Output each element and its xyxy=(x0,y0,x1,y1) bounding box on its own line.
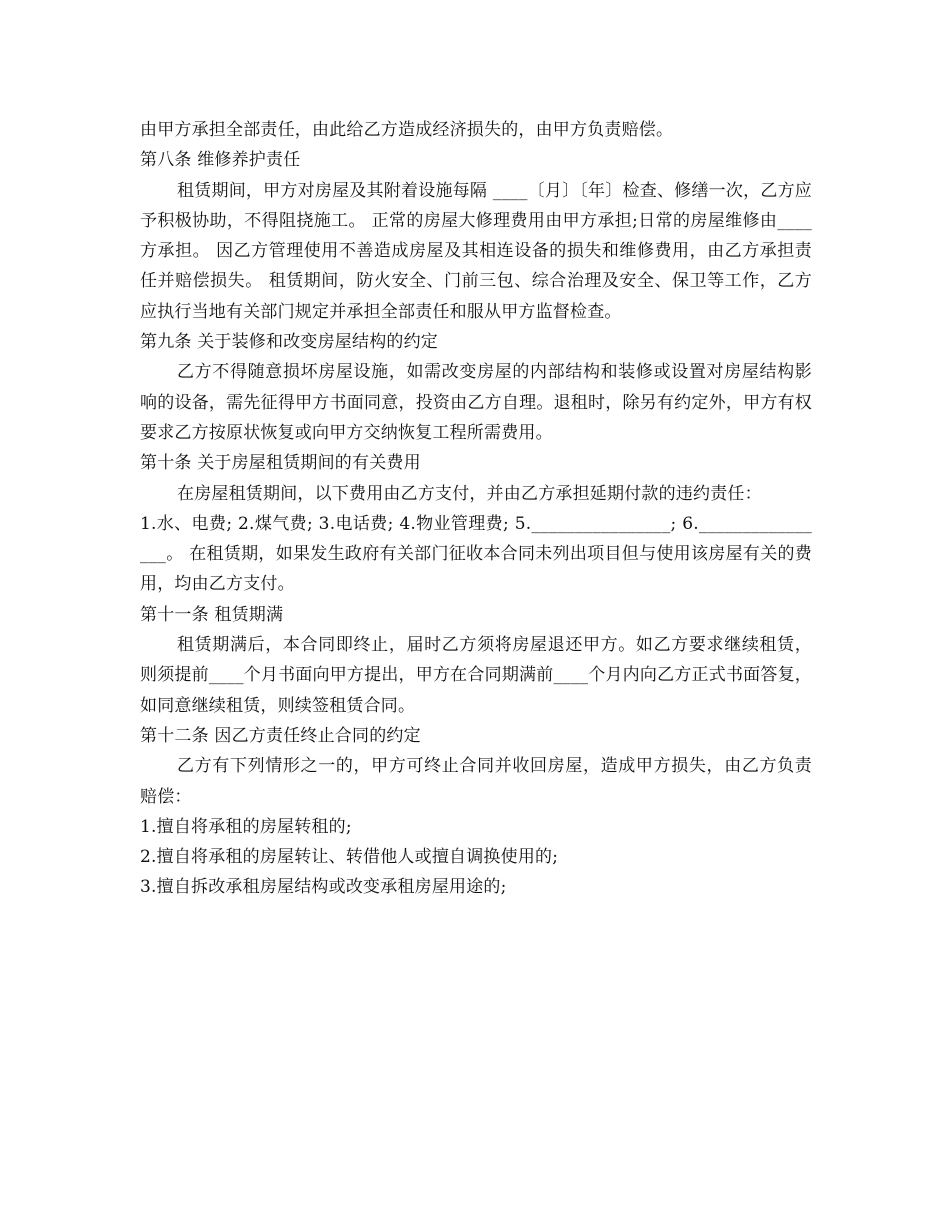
article-9-heading: 第九条 关于装修和改变房屋结构的约定 xyxy=(140,332,439,353)
article-12-item-3: 3.擅自拆改承租房屋结构或改变承租房屋用途的; xyxy=(140,877,507,898)
article-9-body: 乙方不得随意损坏房屋设施，如需改变房屋的内部结构和装修或设置对房屋结构影响的设备，需先征得甲方书面同意，投资由乙方自理。退租时，除另有约定外，甲方有权要求乙方按原状恢复或向甲方交纳恢复工程所需费用。 xyxy=(140,362,812,443)
article-10-heading: 第十条 关于房屋租赁期间的有关费用 xyxy=(140,453,421,474)
article-8-body: 租赁期间，甲方对房屋及其附着设施每隔 ____〔月〕〔年〕检查、修缮一次，乙方应予积极协助，不得阻挠施工。 正常的房屋大修理费用由甲方承担;日常的房屋维修由____方承担。 因乙方管理使用不善造成房屋及其相连设备的损失和维修费用，由乙方承担责任并赔偿损失。 租赁期间，防火安全、门前三包、综合治理及安全、保卫等工作，乙方应执行当地有关部门规定并承担全部责任和服从甲方监督检查。 xyxy=(140,180,812,322)
article-12-intro: 乙方有下列情形之一的，甲方可终止合同并收回房屋，造成甲方损失，由乙方负责赔偿： xyxy=(140,756,812,807)
article-11-body: 租赁期满后，本合同即终止，届时乙方须将房屋退还甲方。如乙方要求继续租赁，则须提前____个月书面向甲方提出，甲方在合同期满前____个月内向乙方正式书面答复，如同意继续租赁，则续签租赁合同。 xyxy=(140,635,812,716)
article-10-fee-list: 1.水、电费; 2.煤气费; 3.电话费; 4.物业管理费; 5.________________; 6.________________。 在租赁期，如果发生政府有关部门征收本合同未列出项目但与使用该房屋有关的费用，均由乙方支付。 xyxy=(140,513,812,595)
article-8-heading: 第八条 维修养护责任 xyxy=(140,150,301,171)
article-12-heading: 第十二条 因乙方责任终止合同的约定 xyxy=(140,725,421,746)
article-10-intro: 在房屋租赁期间，以下费用由乙方支付，并由乙方承担延期付款的违约责任： xyxy=(177,483,762,504)
article-12-item-1: 1.擅自将承租的房屋转租的; xyxy=(140,816,352,837)
document-body xyxy=(140,115,812,903)
paragraph-liability-end: 由甲方承担全部责任，由此给乙方造成经济损失的，由甲方负责赔偿。 xyxy=(140,120,674,140)
article-11-heading: 第十一条 租赁期满 xyxy=(140,604,284,625)
article-12-item-2: 2.擅自将承租的房屋转让、转借他人或擅自调换使用的; xyxy=(140,847,559,868)
